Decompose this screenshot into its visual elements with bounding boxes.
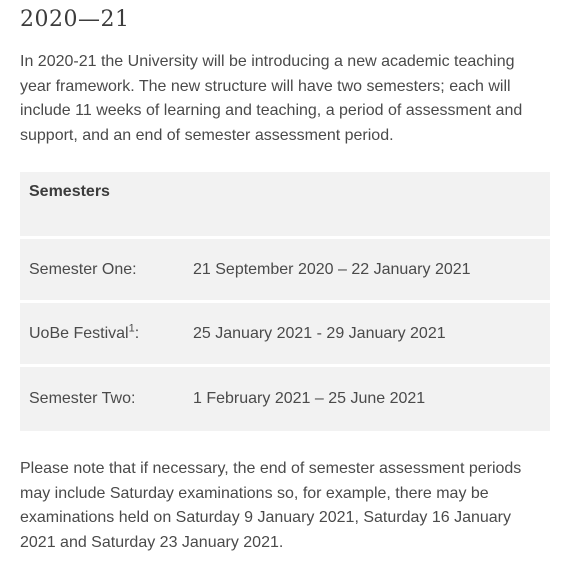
row-label-suffix: : <box>134 324 140 342</box>
table-row-semester-one <box>20 239 550 303</box>
footnote-marker: 1 <box>128 322 135 335</box>
table-row-semester-two <box>20 367 550 431</box>
page-title: 2020—21 <box>20 7 130 32</box>
row-label <box>20 322 193 343</box>
content-area <box>20 0 550 555</box>
row-value: 25 January 2021 - 29 January 2021 <box>193 324 446 342</box>
note-paragraph: Please note that if necessary, the end of semester assessment periods may include Saturday examinations so, for example, there may be examinations held on Saturday 9 January 2021, Saturday 16 January 2021 and Saturday 23 January 2021. <box>20 460 522 551</box>
row-label-text: UoBe Festival <box>29 324 129 342</box>
row-label-text: Semester One: <box>29 260 137 278</box>
intro-paragraph: In 2020-21 the University will be introducing a new academic teaching year framework. The new structure will have two semesters; each will include 11 weeks of learning and teaching, a period of assessment and support, and an end of semester assessment period. <box>20 53 523 144</box>
row-label-text: Semester Two: <box>29 390 136 407</box>
semesters-table <box>20 172 550 431</box>
table-header-row <box>20 172 550 239</box>
table-header: Semesters <box>29 183 110 200</box>
row-value: 1 February 2021 – 25 June 2021 <box>193 390 426 407</box>
row-value: 21 September 2020 – 22 January 2021 <box>193 260 471 278</box>
row-label <box>20 261 193 279</box>
table-row-uobe-festival <box>20 303 550 367</box>
row-label <box>20 390 193 408</box>
